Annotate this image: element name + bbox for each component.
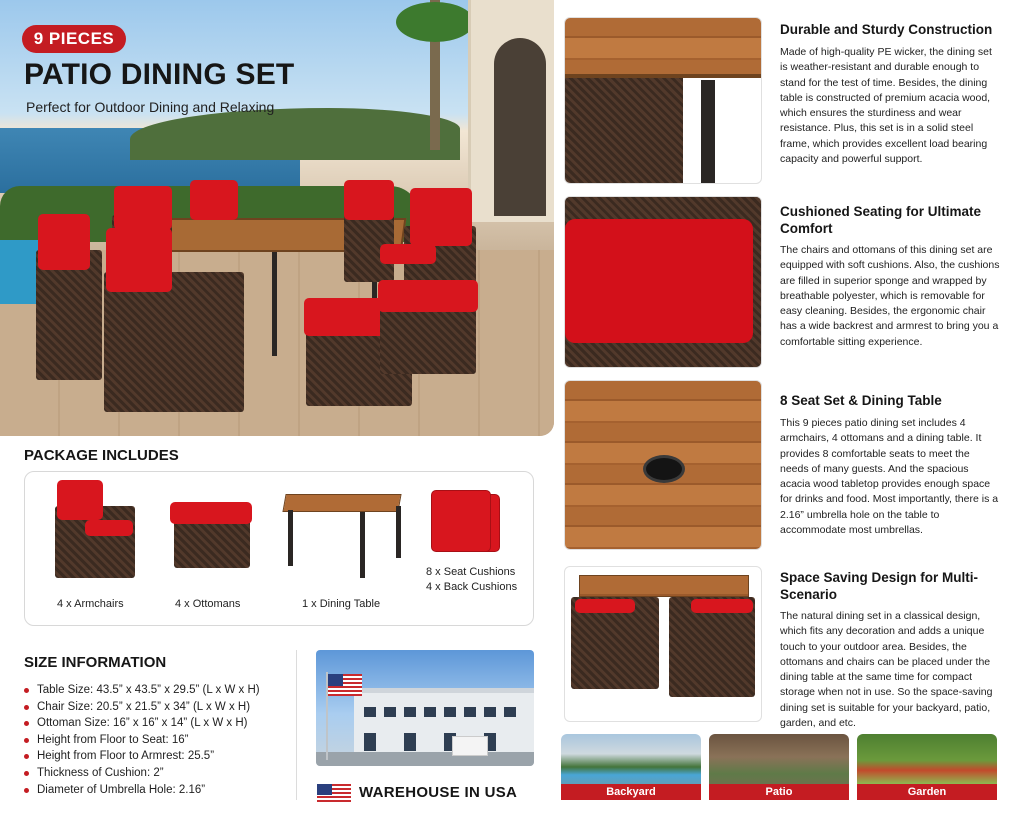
- size-item: Ottoman Size: 16” x 16” x 14” (L x W x H): [24, 715, 260, 732]
- feature-title: Durable and Sturdy Construction: [780, 22, 993, 37]
- package-label: 8 x Seat Cushions: [426, 566, 516, 578]
- window: [504, 707, 516, 717]
- scene-backyard: [561, 734, 701, 800]
- feature-title: 8 Seat Set & Dining Table: [780, 393, 942, 408]
- wood-tabletop: [579, 575, 749, 597]
- feature-title: Cushioned Seating for Ultimate Comfort: [780, 204, 982, 236]
- scene-label: Backyard: [561, 784, 701, 800]
- seat-cushion: [691, 599, 753, 613]
- seat-cushion: [85, 520, 133, 536]
- seat-cushion: [170, 502, 252, 524]
- pieces-badge: 9 PIECES: [22, 25, 126, 53]
- size-item: Thickness of Cushion: 2”: [24, 765, 260, 782]
- package-item-table: [282, 472, 407, 627]
- armchair: [104, 272, 244, 412]
- divider: [296, 650, 297, 800]
- us-flag-icon: [328, 674, 362, 696]
- size-item: Chair Size: 20.5” x 21.5” x 34” (L x W x H): [24, 699, 260, 716]
- table-leg: [272, 246, 277, 356]
- seat-cushion: [378, 280, 478, 312]
- table-leg: [701, 80, 715, 184]
- ground: [316, 752, 534, 766]
- table-leg: [288, 510, 293, 566]
- package-title: PACKAGE INCLUDES: [24, 447, 179, 464]
- window: [484, 707, 496, 717]
- package-label: 4 x Armchairs: [57, 598, 124, 610]
- back-cushion: [410, 188, 472, 246]
- size-title: SIZE INFORMATION: [24, 654, 167, 671]
- truck: [452, 736, 488, 756]
- window: [404, 707, 416, 717]
- size-item: Height from Floor to Armrest: 25.5”: [24, 748, 260, 765]
- seat-cushion: [565, 219, 753, 343]
- feature-image-construction: [564, 17, 762, 184]
- package-item-ottoman: [170, 472, 260, 627]
- feature-text: The chairs and ottomans of this dining set are equipped with soft cushions. Also, the cushions are filled in superior sponge and wrapped by breathable polyester, which is removable for easy cleaning. Besides, the ergonomic chair has a wide backrest and armrest to bring you a comfortable sitting experience.: [780, 244, 1000, 348]
- feature-title: Space Saving Design for Multi-Scenario: [780, 570, 979, 602]
- feature-image-storage: [564, 566, 762, 722]
- hero-image: [0, 0, 554, 436]
- window: [364, 707, 376, 717]
- seat-cushion: [380, 244, 436, 264]
- wood-tabletop: [565, 18, 762, 78]
- size-item: Diameter of Umbrella Hole: 2.16”: [24, 782, 260, 799]
- back-cushion: [190, 180, 238, 220]
- back-cushion: [106, 228, 172, 292]
- door: [404, 733, 416, 751]
- back-cushion: [344, 180, 394, 220]
- window: [464, 707, 476, 717]
- back-cushion: [114, 186, 172, 230]
- window: [384, 707, 396, 717]
- palm-leaves: [396, 2, 474, 42]
- seat-cushion: [575, 599, 635, 613]
- table-leg: [396, 506, 401, 558]
- hillside: [130, 108, 460, 160]
- window: [444, 707, 456, 717]
- feature-image-cushion: [564, 196, 762, 368]
- umbrella-hole-icon: [643, 455, 685, 483]
- villa-wall: [468, 0, 554, 222]
- scene-label: Garden: [857, 784, 997, 800]
- size-item: Table Size: 43.5” x 43.5” x 29.5” (L x W x H): [24, 682, 260, 699]
- scene-garden: [857, 734, 997, 800]
- warehouse-label: WAREHOUSE IN USA: [359, 784, 518, 801]
- feature-text: This 9 pieces patio dining set includes 4 armchairs, 4 ottomans and a dining table. It provides 8 comfortable seats to meet the needs of many guests. And the spacious acacia wood tabletop provides enough space for drinks and food. Most importantly, there is a 2.16” umbrella hole on the table to accommodate most umbrellas.: [780, 417, 999, 537]
- package-box: [24, 471, 534, 626]
- table-leg: [360, 512, 365, 578]
- warehouse-building: [354, 688, 534, 754]
- warehouse-photo: [316, 650, 534, 766]
- scene-label: Patio: [709, 784, 849, 800]
- back-cushion: [57, 480, 103, 520]
- window: [424, 707, 436, 717]
- package-label: 4 x Ottomans: [175, 598, 241, 610]
- package-item-cushions: [420, 472, 530, 627]
- size-item: Height from Floor to Seat: 16”: [24, 732, 260, 749]
- wicker-chair: [565, 78, 683, 184]
- page-subtitle: Perfect for Outdoor Dining and Relaxing: [26, 99, 275, 115]
- size-list: [24, 682, 260, 798]
- table-top-image: [282, 494, 401, 512]
- cushion-stack: [431, 490, 491, 552]
- page-title: PATIO DINING SET: [24, 58, 295, 91]
- feature-image-tabletop: [564, 380, 762, 550]
- feature-text: The natural dining set in a classical design, which fits any decoration and adds a unique touch to your outdoor area. Besides, the ottomans and chairs can be placed under the dining table at the same time for compact storage when not in use. So the space-saving dining set is suitable for your backyard, patio, garden, and etc.: [780, 610, 993, 730]
- feature-text: Made of high-quality PE wicker, the dining set is weather-resistant and durable enough to stand for the test of time. Besides, the dining table is constructed of premium acacia wood, which ensures the sturdiness and wear resistance. Plus, this set is in a solid steel frame, which provides excellent load bearing capacity and powerful support.: [780, 46, 992, 166]
- package-item-armchair: [45, 472, 145, 627]
- back-cushion: [38, 214, 90, 270]
- us-flag-icon: [317, 784, 351, 804]
- package-label: 1 x Dining Table: [302, 598, 381, 610]
- villa-door: [494, 38, 546, 216]
- package-label: 4 x Back Cushions: [426, 581, 518, 593]
- door: [364, 733, 376, 751]
- scene-patio: [709, 734, 849, 800]
